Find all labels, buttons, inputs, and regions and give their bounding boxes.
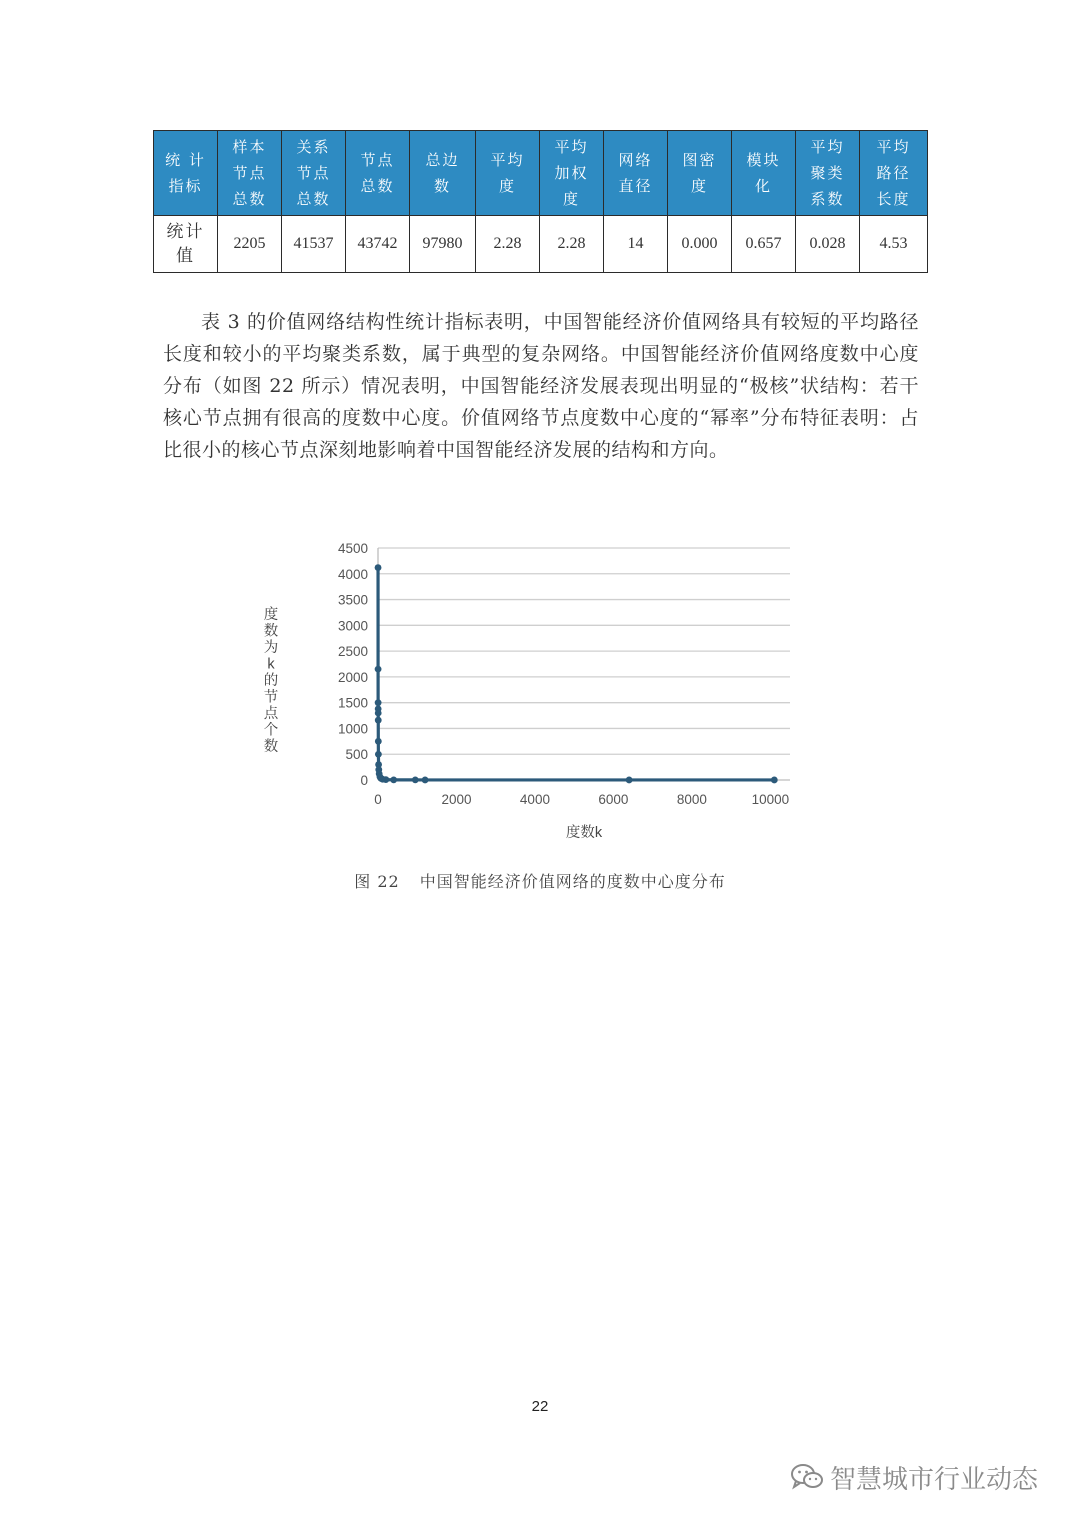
header-avg-clustering: 平均 聚类 系数 xyxy=(796,131,860,216)
cell-avg-clustering: 0.028 xyxy=(796,216,860,273)
data-point xyxy=(626,777,633,784)
data-point xyxy=(375,564,382,571)
cell-relation-nodes: 41537 xyxy=(282,216,346,273)
cell-avg-degree: 2.28 xyxy=(476,216,540,273)
y-tick-label: 2500 xyxy=(337,644,368,660)
cell-graph-density: 0.000 xyxy=(668,216,732,273)
header-graph-density: 图密 度 xyxy=(668,131,732,216)
cell-modularity: 0.657 xyxy=(732,216,796,273)
data-point xyxy=(375,666,382,673)
cell-total-nodes: 43742 xyxy=(346,216,410,273)
body-paragraph: 表 3 的价值网络结构性统计指标表明，中国智能经济价值网络具有较短的平均路径长度和较小的平均聚类系数，属于典型的复杂网络。中国智能经济价值网络度数中心度分布（如图 22 所示）情况表明，中国智能经济发展表现出明显的“极核”状结构：若干核心节点拥有很高的度数中心度。价值网络节点度数中心度的“幂率”分布特征表明：占比很小的核心节点深刻地影响着中国智能经济发展的结构和方向。 xyxy=(163,311,919,461)
cell-network-diameter: 14 xyxy=(604,216,668,273)
x-axis-title: 度数k xyxy=(565,825,603,841)
header-sample-nodes: 样本 节点 总数 xyxy=(218,131,282,216)
y-tick-label: 4000 xyxy=(337,566,368,582)
header-relation-nodes: 关系 节点 总数 xyxy=(282,131,346,216)
wechat-watermark xyxy=(790,1457,1038,1497)
data-point xyxy=(375,738,382,745)
x-tick-label: 10000 xyxy=(751,792,790,807)
data-point xyxy=(375,717,382,724)
header-network-diameter: 网络 直径 xyxy=(604,131,668,216)
page-number: 22 xyxy=(531,1398,549,1415)
degree-distribution-chart xyxy=(250,535,810,855)
data-point xyxy=(422,777,429,784)
cell-total-edges: 97980 xyxy=(410,216,476,273)
y-tick-label: 2000 xyxy=(337,669,368,685)
x-tick-label: 8000 xyxy=(676,792,707,807)
figure-number: 图 22 xyxy=(354,872,400,891)
header-avg-degree: 平均 度 xyxy=(476,131,540,216)
table-header-row xyxy=(154,131,928,216)
data-point xyxy=(412,776,419,783)
x-tick-label: 6000 xyxy=(598,792,629,807)
wechat-icon xyxy=(790,1463,824,1491)
header-total-nodes: 节点 总数 xyxy=(346,131,410,216)
header-avg-weighted-degree: 平均 加权 度 xyxy=(540,131,604,216)
data-point xyxy=(390,776,397,783)
y-tick-label: 0 xyxy=(360,773,368,788)
cell-sample-nodes: 2205 xyxy=(218,216,282,273)
header-avg-path-length: 平均 路径 长度 xyxy=(860,131,928,216)
header-modularity: 模块 化 xyxy=(732,131,796,216)
figure-caption xyxy=(0,869,1080,892)
y-tick-label: 4500 xyxy=(337,541,368,556)
x-tick-label: 4000 xyxy=(519,792,550,807)
data-point xyxy=(375,751,382,758)
y-axis-title: 度数为 k 的节点个数 xyxy=(263,607,279,755)
x-tick-label: 2000 xyxy=(441,792,472,807)
data-point xyxy=(382,776,389,783)
cell-avg-path-length: 4.53 xyxy=(860,216,928,273)
y-tick-label: 3000 xyxy=(337,618,368,634)
table-row xyxy=(154,216,928,273)
watermark-text: 智慧城市行业动态 xyxy=(830,1464,1039,1495)
network-stats-table xyxy=(153,130,928,273)
y-tick-label: 1500 xyxy=(337,695,368,711)
header-stat-metric: 统 计 指标 xyxy=(154,131,218,216)
row-label: 统计 值 xyxy=(154,216,218,273)
data-point xyxy=(375,699,382,706)
x-tick-label: 0 xyxy=(374,792,382,807)
figure-title: 中国智能经济价值网络的度数中心度分布 xyxy=(419,872,726,891)
data-point xyxy=(771,777,778,784)
data-point xyxy=(375,710,382,717)
header-total-edges: 总边 数 xyxy=(410,131,476,216)
y-tick-label: 1000 xyxy=(337,721,368,737)
y-tick-label: 3500 xyxy=(337,592,368,608)
y-tick-label: 500 xyxy=(345,747,368,763)
cell-avg-weighted-degree: 2.28 xyxy=(540,216,604,273)
